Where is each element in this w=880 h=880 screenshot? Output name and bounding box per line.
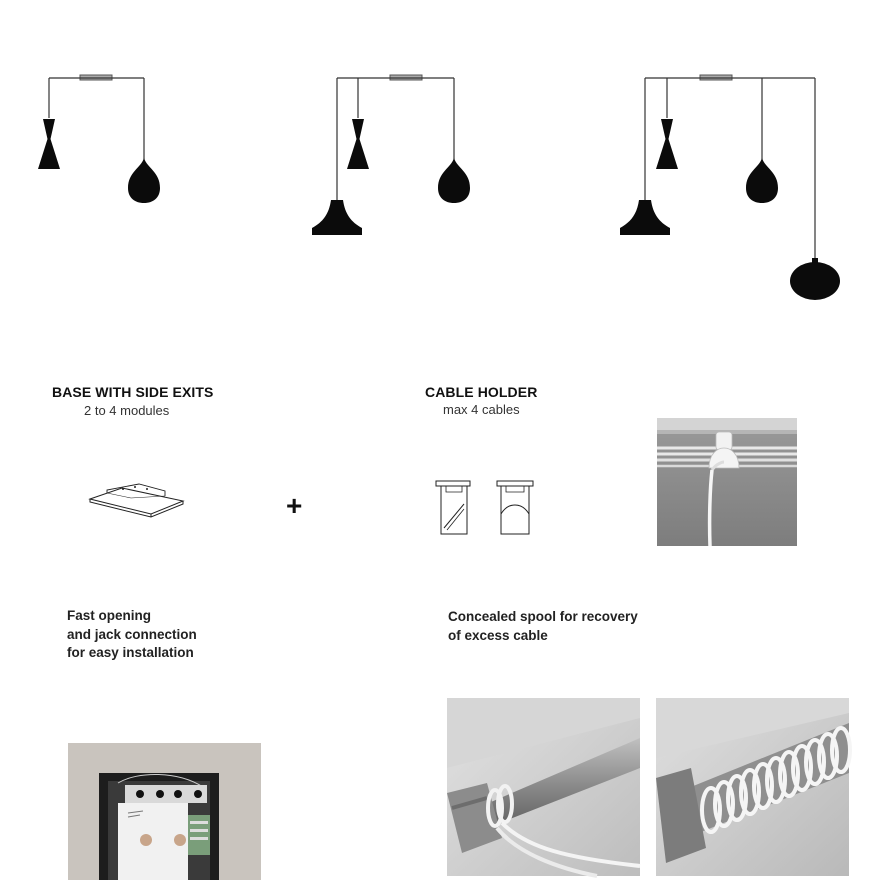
spool-photo-1 xyxy=(447,698,640,876)
base-plate-icon xyxy=(85,480,190,520)
cable-holder-curved-icon xyxy=(494,478,536,538)
base-subtitle: 2 to 4 modules xyxy=(84,403,170,418)
cable-holder-subtitle: max 4 cables xyxy=(443,402,520,417)
cable-holder-slanted-icon xyxy=(434,478,474,538)
config-three-lamps-icon xyxy=(312,75,470,235)
feature-fast-opening-line: Fast opening xyxy=(67,608,151,623)
base-title: BASE WITH SIDE EXITS xyxy=(52,384,214,400)
config-two-lamps-icon xyxy=(38,75,160,203)
feature-concealed-spool xyxy=(448,608,638,645)
cable-holder-photo xyxy=(657,418,797,546)
feature-fast-opening-line: for easy installation xyxy=(67,645,194,660)
jack-connection-photo xyxy=(68,743,261,880)
pendant-configurations xyxy=(0,0,880,320)
cable-holder-title: CABLE HOLDER xyxy=(425,384,538,400)
feature-fast-opening xyxy=(67,607,197,663)
feature-fast-opening-line: and jack connection xyxy=(67,626,197,642)
config-four-lamps-icon xyxy=(620,75,840,300)
plus-symbol: + xyxy=(286,490,303,521)
feature-concealed-spool-line: of excess cable xyxy=(448,627,548,643)
feature-concealed-spool-line: Concealed spool for recovery xyxy=(448,609,638,624)
spool-photo-2 xyxy=(656,698,849,876)
